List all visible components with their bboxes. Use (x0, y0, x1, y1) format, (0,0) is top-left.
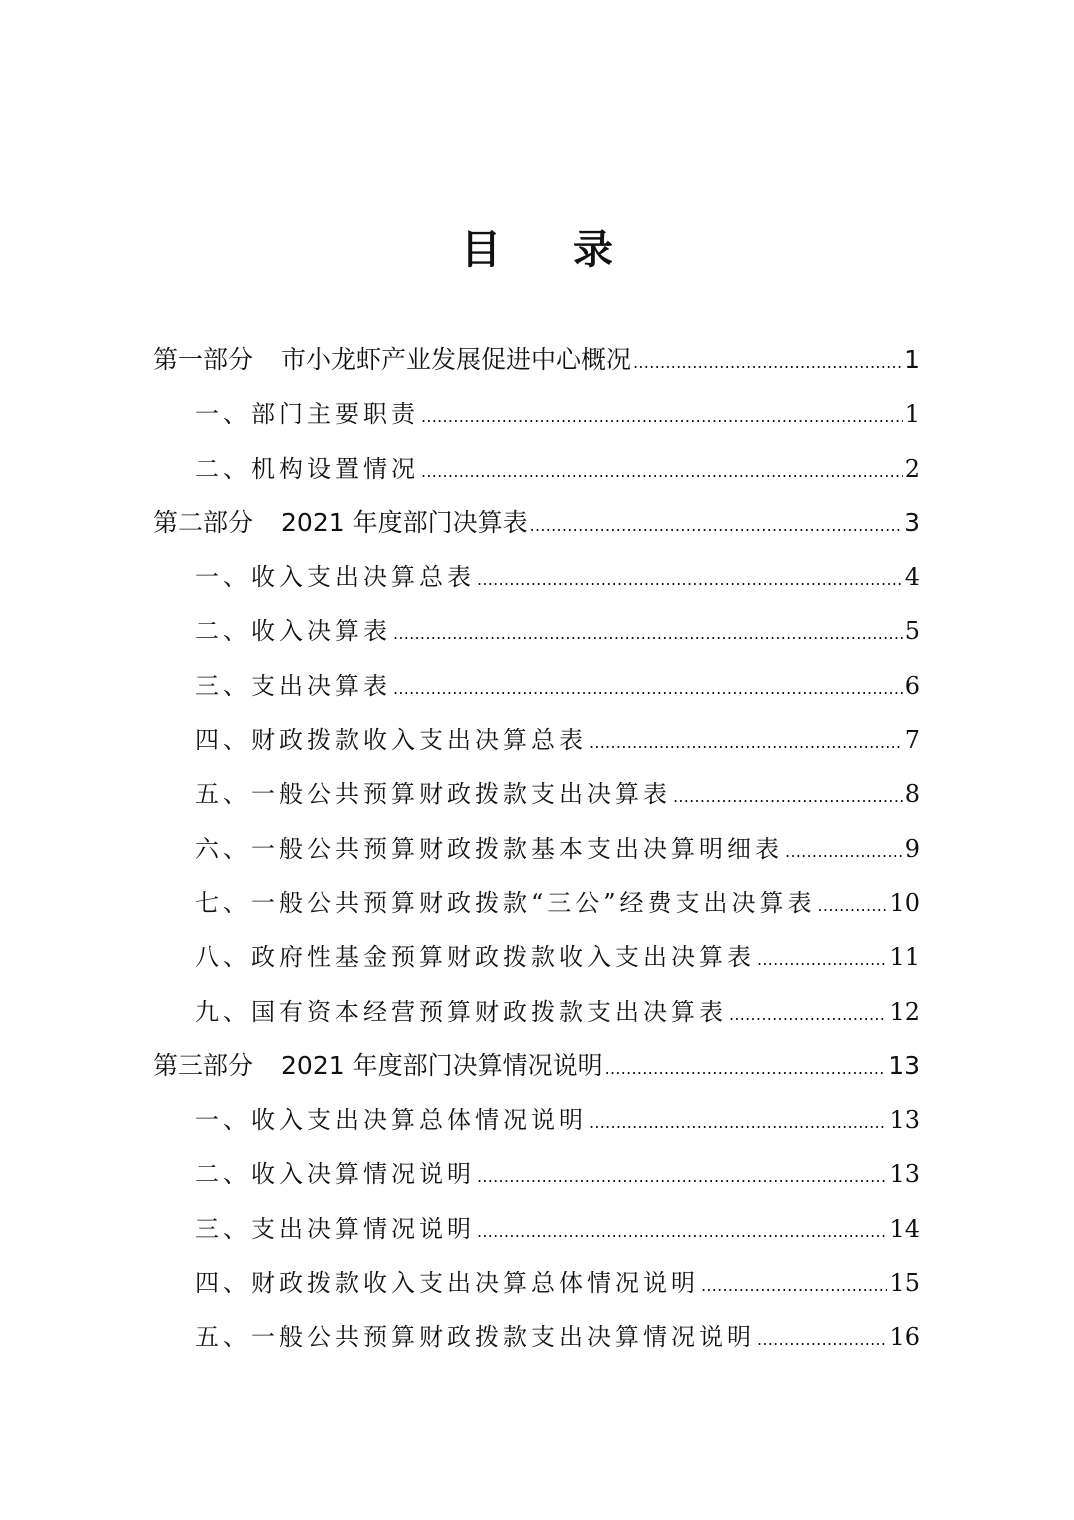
toc-item[interactable] (0, 550, 1074, 604)
toc-leader-dots (589, 716, 903, 770)
toc-page-number: 4 (904, 563, 920, 592)
toc-leader-dots (393, 662, 903, 716)
toc-leader-dots (421, 390, 903, 444)
toc-leader-dots (818, 879, 888, 933)
toc-entry-label: 二、收入决算情况说明 (195, 1160, 475, 1189)
toc-leader-dots (785, 825, 903, 879)
toc-page-number: 7 (904, 726, 920, 755)
toc-entry-label: 一、部门主要职责 (195, 400, 419, 429)
toc-item[interactable] (0, 822, 1074, 876)
toc-page-number: 16 (889, 1323, 920, 1352)
toc-entry-label: 五、一般公共预算财政拨款支出决算情况说明 (195, 1323, 755, 1352)
toc-page-number: 13 (889, 1106, 920, 1135)
toc-part-3[interactable] (0, 1039, 1074, 1093)
toc-entry-label: 二、收入决算表 (195, 617, 391, 646)
title-char-1: 目 (461, 226, 501, 273)
toc-entry-label: 一、收入支出决算总体情况说明 (195, 1106, 587, 1135)
toc-item[interactable] (0, 713, 1074, 767)
toc-item[interactable] (0, 876, 1074, 930)
page-title (0, 218, 1074, 282)
toc-leader-dots (530, 499, 903, 553)
toc-part-number: 第一部分 (153, 345, 254, 374)
toc-item[interactable] (0, 985, 1074, 1039)
toc-entry-label: 六、一般公共预算财政拨款基本支出决算明细表 (195, 834, 783, 863)
toc-leader-dots (701, 1259, 887, 1313)
toc-entry-label: 七、一般公共预算财政拨款“三公”经费支出决算表 (195, 888, 816, 917)
toc-leader-dots (477, 1205, 887, 1259)
toc-leader-dots (393, 607, 903, 661)
toc-leader-dots (477, 1150, 887, 1204)
toc-item[interactable] (0, 767, 1074, 821)
table-of-contents (0, 333, 1074, 1365)
toc-item[interactable] (0, 604, 1074, 658)
toc-part-2[interactable] (0, 496, 1074, 550)
toc-page-number: 15 (889, 1269, 920, 1298)
toc-entry-label: 四、财政拨款收入支出决算总体情况说明 (195, 1269, 699, 1298)
toc-item[interactable] (0, 1202, 1074, 1256)
toc-leader-dots (477, 553, 903, 607)
toc-leader-dots (757, 1313, 887, 1367)
toc-page-number: 10 (889, 888, 920, 917)
toc-leader-dots (589, 1096, 887, 1150)
toc-page-number: 2 (904, 454, 920, 483)
title-char-2: 录 (573, 226, 613, 273)
toc-page-number: 8 (904, 780, 920, 809)
toc-page-number: 5 (904, 617, 920, 646)
toc-leader-dots (633, 336, 902, 390)
toc-item[interactable] (0, 387, 1074, 441)
toc-page-number: 14 (889, 1214, 920, 1243)
toc-leader-dots (421, 445, 903, 499)
toc-page-number: 1 (904, 345, 920, 374)
toc-page-number: 13 (888, 1050, 920, 1080)
toc-item[interactable] (0, 1093, 1074, 1147)
toc-leader-dots (757, 933, 887, 987)
toc-entry-label: 二、机构设置情况 (195, 454, 419, 483)
toc-entry-label: 三、支出决算表 (195, 671, 391, 700)
toc-page-number: 1 (904, 400, 920, 429)
toc-item[interactable] (0, 930, 1074, 984)
toc-page-number: 11 (889, 943, 920, 972)
toc-entry-label: 四、财政拨款收入支出决算总表 (195, 726, 587, 755)
toc-item[interactable] (0, 1310, 1074, 1364)
toc-page-number: 12 (889, 997, 920, 1026)
toc-item[interactable] (0, 1147, 1074, 1201)
toc-leader-dots (605, 1042, 887, 1096)
toc-item[interactable] (0, 442, 1074, 496)
toc-leader-dots (673, 770, 903, 824)
toc-page-number: 3 (904, 507, 920, 537)
toc-entry-label: 2021 年度部门决算表 (281, 507, 528, 537)
toc-page-number: 13 (889, 1160, 920, 1189)
toc-page-number: 6 (904, 671, 920, 700)
toc-entry-label: 一、收入支出决算总表 (195, 563, 475, 592)
toc-entry-label: 市小龙虾产业发展促进中心概况 (281, 345, 632, 374)
toc-part-1[interactable] (0, 333, 1074, 387)
toc-item[interactable] (0, 659, 1074, 713)
toc-item[interactable] (0, 1256, 1074, 1310)
toc-entry-label: 八、政府性基金预算财政拨款收入支出决算表 (195, 943, 755, 972)
toc-entry-label: 三、支出决算情况说明 (195, 1214, 475, 1243)
toc-entry-label: 2021 年度部门决算情况说明 (281, 1050, 603, 1080)
toc-part-number: 第三部分 (153, 1050, 254, 1080)
toc-entry-label: 五、一般公共预算财政拨款支出决算表 (195, 780, 671, 809)
toc-page-number: 9 (904, 834, 920, 863)
toc-entry-label: 九、国有资本经营预算财政拨款支出决算表 (195, 997, 727, 1026)
toc-leader-dots (729, 988, 887, 1042)
toc-part-number: 第二部分 (153, 507, 254, 537)
